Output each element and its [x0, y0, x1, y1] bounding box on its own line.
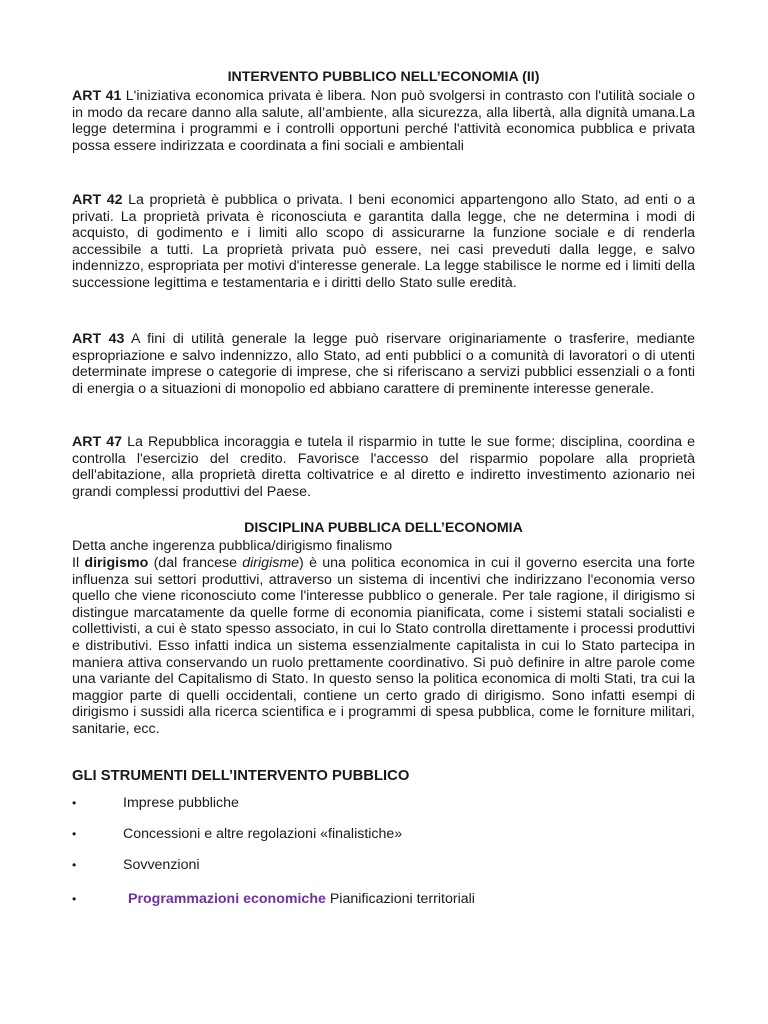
- dirigismo-paragraph: [72, 555, 695, 738]
- list-item-text: [128, 891, 475, 908]
- intro-prefix: Il: [72, 555, 85, 571]
- article-text: La Repubblica incoraggia e tutela il risparmio in tutte le sue forme; disciplina, coordina e controlla l'esercizio del credito. Favorisce l'accesso del risparmio popolare alla proprietà dell'abitazione, alla proprietà diretta coltivatrice e al diretto e indiretto investimento azionario nei grandi complessi produttivi del Paese.: [72, 434, 695, 500]
- list-item: [72, 795, 695, 813]
- section-title-strumenti: GLI STRUMENTI DELL’INTERVENTO PUBBLICO: [72, 768, 410, 784]
- article-42: [72, 192, 695, 292]
- section-subtitle: Detta anche ingerenza pubblica/dirigismo finalismo: [72, 538, 393, 554]
- article-label: ART 42: [72, 192, 123, 208]
- bullet-icon: •: [72, 827, 77, 841]
- list-item-text: Imprese pubbliche: [123, 795, 239, 811]
- bullet-icon: •: [72, 858, 77, 872]
- list-item: [72, 891, 695, 909]
- article-47: [72, 434, 695, 500]
- list-item-rest: Pianificazioni territoriali: [325, 891, 475, 907]
- term-dirigismo: dirigismo: [84, 555, 149, 571]
- term-french: dirigisme: [242, 555, 300, 571]
- list-item: [72, 857, 695, 875]
- paragraph-body: ) è una politica economica in cui il governo esercita una forte influenza sui settori produttivi, attraverso un sistema di incentivi che indirizzano l'economia verso quello che viene riconosciuto come l'interesse pubblico o generale. Per tale ragione, il dirigismo si distingue marcatamente da quelle forme di economia pianificata, come i sistemi statali socialisti e collettivisti, a cui è stato spesso associato, in cui lo Stato controlla direttamente i processi produttivi e distributivi. Esso infatti indica un sistema essenzialmente capitalista in cui lo Stato partecipa in maniera attiva conservando un ruolo prettamente coordinativo. Si può definire in altre parole come una variante del Capitalismo di Stato. In questo senso la politica economica di molti Stati, tra cui la maggior parte di quelli occidentali, contiene un certo grado di dirigismo. Sono infatti esempi di dirigismo i sussidi alla ricerca scientifica e i programmi di spesa pubblica, come le forniture militari, sanitarie, ecc.: [72, 555, 695, 737]
- article-label: ART 47: [72, 434, 123, 450]
- article-41: [72, 88, 695, 154]
- bullet-icon: •: [72, 892, 77, 906]
- section-title-intervento: INTERVENTO PUBBLICO NELL’ECONOMIA (II): [227, 69, 540, 85]
- list-item-text: Concessioni e altre regolazioni «finalistiche»: [123, 826, 403, 842]
- article-label: ART 41: [72, 88, 122, 104]
- article-text: L'iniziativa economica privata è libera. Non può svolgersi in contrasto con l'utilità sociale o in modo da recare danno alla salute, all’ambiente, alla sicurezza, alla libertà, alla dignità umana.La legge determina i programmi e i controlli opportuni perché l'attività economica pubblica e privata possa essere indirizzata e coordinata a fini sociali e ambientali: [72, 88, 696, 154]
- list-item: [72, 826, 695, 844]
- article-text: A fini di utilità generale la legge può riservare originariamente o trasferire, mediante espropriazione e salvo indennizzo, allo Stato, ad enti pubblici o a comunità di lavoratori o di utenti determinate imprese o categorie di imprese, che si riferiscano a servizi pubblici essenziali o a fonti di energia o a situazioni di monopolio ed abbiano carattere di preminente interesse generale.: [72, 331, 695, 397]
- bullet-icon: •: [72, 796, 77, 810]
- article-43: [72, 331, 695, 397]
- paren-open: (dal francese: [148, 555, 243, 571]
- section-title-disciplina: DISCIPLINA PUBBLICA DELL’ECONOMIA: [244, 520, 523, 536]
- list-item-text: Sovvenzioni: [123, 857, 200, 873]
- article-label: ART 43: [72, 331, 125, 347]
- accent-text: Programmazioni economiche: [128, 891, 326, 907]
- article-text: La proprietà è pubblica o privata. I beni economici appartengono allo Stato, ad enti o a privati. La proprietà privata è riconosciuta e garantita dalla legge, che ne determina i modi di acquisto, di godimento e i limiti allo scopo di assicurarne la funzione sociale e di renderla accessibile a tutti. La proprietà privata può essere, nei casi preveduti dalla legge, e salvo indennizzo, espropriata per motivi d'interesse generale. La legge stabilisce le norme ed i limiti della successione legittima e testamentaria e i diritti dello Stato sulle eredità.: [72, 192, 695, 291]
